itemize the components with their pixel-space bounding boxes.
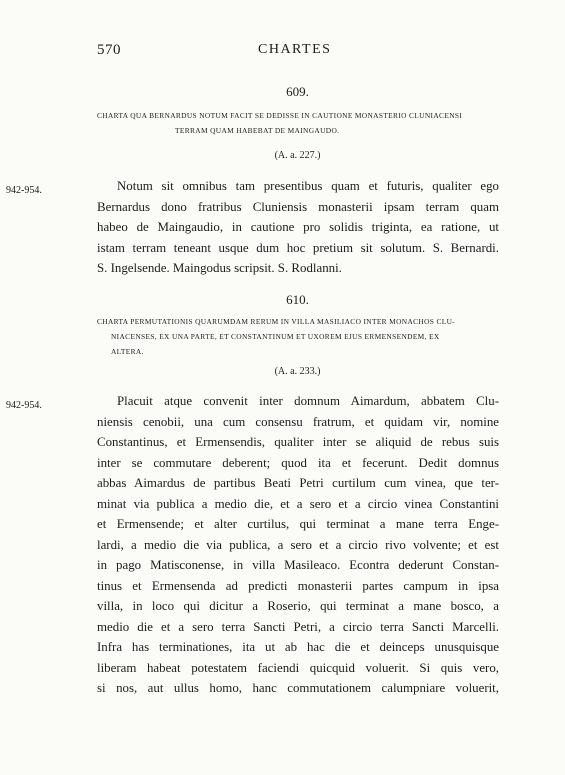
body-line: istam terram teneant usque dum hoc pretium sit solutum. S. Bernardi. bbox=[97, 240, 499, 255]
body-line: et Ermensende; et alter curtilus, qui terminat a mane terra Enge- bbox=[97, 517, 499, 531]
body-line: villa, in loco qui dicitur a Roserio, qui terminat a mane bosco, a bbox=[97, 599, 499, 613]
body-line: Placuit atque convenit inter domnum Aimardum, abbatem Clu- bbox=[117, 394, 499, 408]
body-line: tinus et Ermensenda ad predicti monasterii partes campum in ipsa bbox=[97, 578, 499, 593]
charter-title-line: CHARTA QUA BERNARDUS NOTUM FACIT SE DEDISSE IN CAUTIONE MONASTERIO CLUNIACENSI bbox=[97, 111, 463, 120]
charter-title bbox=[97, 314, 515, 359]
margin-date: 942-954. bbox=[6, 185, 42, 196]
charter-body bbox=[97, 391, 499, 699]
body-line: liberam habeat potestatem faciendi quicquid voluerit. Si quis vero, bbox=[97, 660, 499, 675]
page-number: 570 bbox=[97, 42, 121, 58]
body-line: habeo de Maingaudio, in cautione pro solidis triginta, ea ratione, ut bbox=[97, 220, 499, 234]
charter-title-line: NIACENSES, EX UNA PARTE, ET CONSTANTINUM ET UXOREM EJUS ERMENSENDEM, EX bbox=[111, 332, 440, 341]
body-line: Notum sit omnibus tam presentibus quam et futuris, qualiter ego bbox=[117, 179, 499, 193]
charter-title-line: ALTERA. bbox=[111, 347, 144, 356]
body-line: inter se commutare deberent; quod ita et fecerunt. Dedit domnus bbox=[97, 455, 499, 470]
body-line: Infra has terminationes, ita ut ab hac die et deinceps unusquisque bbox=[97, 640, 499, 654]
body-line: minat via publica a medio die, et a sero et a circio vinea Constantini bbox=[97, 496, 499, 511]
charter-date: (A. a. 233.) bbox=[274, 366, 321, 377]
running-title: CHARTES bbox=[258, 42, 332, 57]
charter-title-line: TERRAM QUAM HABEBAT DE MAINGAUDO. bbox=[175, 126, 340, 135]
charter-number: 609. bbox=[286, 84, 309, 99]
body-line: S. Ingelsende. Maingodus scripsit. S. Rodlanni. bbox=[97, 261, 342, 275]
body-line: abbas Aimardus de partibus Beati Petri curtilum cum vinea, que ter- bbox=[97, 476, 499, 490]
body-line: Bernardus dono fratribus Cluniensis monasterii ipsam terram quam bbox=[97, 199, 499, 214]
charter-number: 610. bbox=[286, 292, 309, 307]
body-line: in pago Matisconense, in villa Masileaco. Econtra dederunt Constan- bbox=[97, 558, 499, 572]
charter-title bbox=[97, 108, 517, 138]
margin-date: 942-954. bbox=[6, 400, 42, 411]
charter-date: (A. a. 227.) bbox=[274, 150, 321, 161]
body-line: lardi, a medio die via publica, a sero et a circio rivo volvente; et est bbox=[97, 537, 499, 552]
body-line: medio die et a sero terra Sancti Petri, a circio terra Sancti Marcelli. bbox=[97, 619, 499, 634]
body-line: si nos, aut ullus homo, hanc commutationem calumpniare voluerit, bbox=[97, 681, 499, 695]
charter-body bbox=[97, 176, 499, 279]
charter-title-line: CHARTA PERMUTATIONIS QUARUMDAM RERUM IN VILLA MASILIACO INTER MONACHOS CLU- bbox=[97, 317, 456, 326]
body-line: Constantinus, et Ermensendis, qualiter inter se aliquid de rebus suis bbox=[97, 435, 499, 449]
body-line: niensis cenobii, una cum consensu fratrum, et quidam vir, nomine bbox=[97, 414, 499, 429]
